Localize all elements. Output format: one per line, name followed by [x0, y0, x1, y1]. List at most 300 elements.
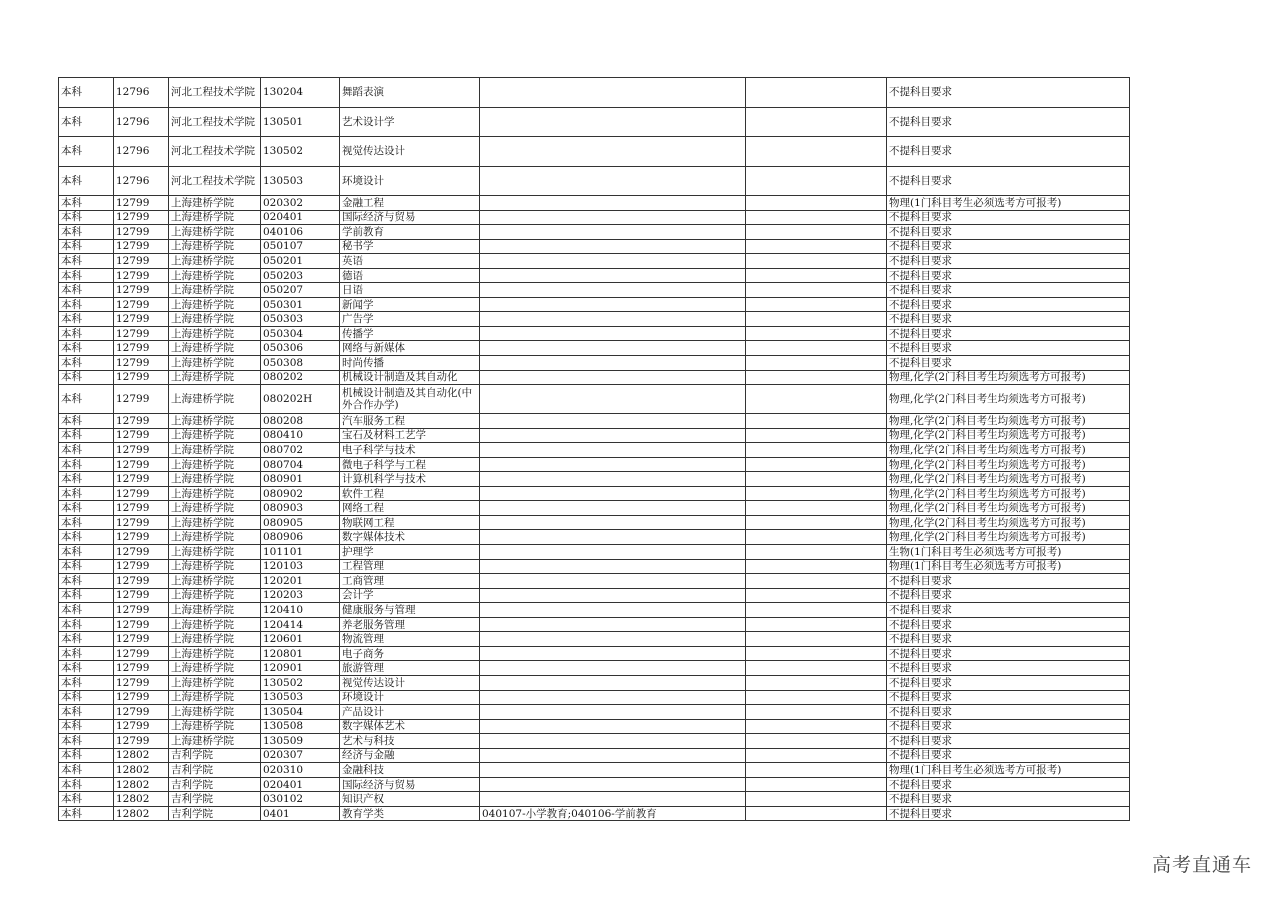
level-cell: 本科 [59, 530, 114, 545]
table-row [59, 356, 1130, 371]
school-name-cell: 上海建桥学院 [169, 545, 261, 560]
level-cell: 本科 [59, 763, 114, 778]
level-cell: 本科 [59, 225, 114, 240]
blank-cell [746, 530, 887, 545]
major-code-cell: 050207 [261, 283, 340, 298]
included-majors-cell [480, 777, 746, 792]
school-name-cell: 上海建桥学院 [169, 675, 261, 690]
school-code-cell: 12802 [114, 806, 169, 821]
school-name-cell: 上海建桥学院 [169, 646, 261, 661]
level-cell: 本科 [59, 719, 114, 734]
level-cell: 本科 [59, 603, 114, 618]
included-majors-cell [480, 414, 746, 429]
school-name-cell: 上海建桥学院 [169, 574, 261, 589]
subject-requirement-cell: 不提科目要求 [887, 690, 1130, 705]
major-code-cell: 050203 [261, 268, 340, 283]
level-cell: 本科 [59, 210, 114, 225]
subject-requirement-cell: 不提科目要求 [887, 254, 1130, 269]
table-row [59, 457, 1130, 472]
included-majors-cell [480, 719, 746, 734]
table-row [59, 326, 1130, 341]
subject-requirement-cell: 不提科目要求 [887, 675, 1130, 690]
major-code-cell: 040106 [261, 225, 340, 240]
school-code-cell: 12799 [114, 545, 169, 560]
school-code-cell: 12799 [114, 603, 169, 618]
level-cell: 本科 [59, 443, 114, 458]
table-row [59, 210, 1130, 225]
subject-requirement-cell: 不提科目要求 [887, 166, 1130, 196]
subject-requirement-cell: 不提科目要求 [887, 661, 1130, 676]
major-name-cell: 德语 [340, 268, 480, 283]
included-majors-cell [480, 78, 746, 108]
major-name-cell: 旅游管理 [340, 661, 480, 676]
major-name-cell: 健康服务与管理 [340, 603, 480, 618]
level-cell: 本科 [59, 166, 114, 196]
blank-cell [746, 78, 887, 108]
school-code-cell: 12802 [114, 792, 169, 807]
subject-requirement-cell: 物理,化学(2门科目考生均须选考方可报考) [887, 370, 1130, 385]
blank-cell [746, 734, 887, 749]
school-code-cell: 12799 [114, 385, 169, 414]
blank-cell [746, 806, 887, 821]
included-majors-cell [480, 428, 746, 443]
major-name-cell: 经济与金融 [340, 748, 480, 763]
major-code-cell: 120203 [261, 588, 340, 603]
table-row [59, 763, 1130, 778]
subject-requirement-cell: 不提科目要求 [887, 78, 1130, 108]
major-name-cell: 计算机科学与技术 [340, 472, 480, 487]
major-code-cell: 120410 [261, 603, 340, 618]
school-name-cell: 河北工程技术学院 [169, 78, 261, 108]
level-cell: 本科 [59, 515, 114, 530]
table-row [59, 107, 1130, 137]
level-cell: 本科 [59, 792, 114, 807]
table-row [59, 661, 1130, 676]
school-name-cell: 上海建桥学院 [169, 530, 261, 545]
blank-cell [746, 428, 887, 443]
blank-cell [746, 341, 887, 356]
school-name-cell: 上海建桥学院 [169, 356, 261, 371]
major-code-cell: 130502 [261, 675, 340, 690]
included-majors-cell [480, 341, 746, 356]
major-code-cell: 120601 [261, 632, 340, 647]
table-row [59, 530, 1130, 545]
blank-cell [746, 486, 887, 501]
subject-requirement-cell: 不提科目要求 [887, 632, 1130, 647]
school-name-cell: 河北工程技术学院 [169, 107, 261, 137]
table-row [59, 370, 1130, 385]
table-row [59, 515, 1130, 530]
school-name-cell: 上海建桥学院 [169, 705, 261, 720]
major-code-cell: 130508 [261, 719, 340, 734]
table-row [59, 690, 1130, 705]
level-cell: 本科 [59, 457, 114, 472]
blank-cell [746, 545, 887, 560]
school-code-cell: 12799 [114, 661, 169, 676]
school-name-cell: 上海建桥学院 [169, 719, 261, 734]
included-majors-cell [480, 603, 746, 618]
level-cell: 本科 [59, 646, 114, 661]
major-name-cell: 数字媒体技术 [340, 530, 480, 545]
major-code-cell: 050304 [261, 326, 340, 341]
subject-requirement-cell: 物理,化学(2门科目考生均须选考方可报考) [887, 428, 1130, 443]
major-code-cell: 020401 [261, 210, 340, 225]
blank-cell [746, 268, 887, 283]
subject-requirement-cell: 物理,化学(2门科目考生均须选考方可报考) [887, 385, 1130, 414]
school-code-cell: 12799 [114, 457, 169, 472]
school-code-cell: 12799 [114, 734, 169, 749]
subject-requirement-cell: 物理,化学(2门科目考生均须选考方可报考) [887, 472, 1130, 487]
major-name-cell: 机械设计制造及其自动化(中外合作办学) [340, 385, 480, 414]
included-majors-cell [480, 486, 746, 501]
major-name-cell: 新闻学 [340, 297, 480, 312]
blank-cell [746, 283, 887, 298]
admission-requirements-table [58, 77, 1130, 821]
included-majors-cell [480, 457, 746, 472]
major-code-cell: 020302 [261, 196, 340, 211]
major-name-cell: 广告学 [340, 312, 480, 327]
major-code-cell: 130204 [261, 78, 340, 108]
major-name-cell: 知识产权 [340, 792, 480, 807]
blank-cell [746, 588, 887, 603]
level-cell: 本科 [59, 414, 114, 429]
major-code-cell: 080202 [261, 370, 340, 385]
included-majors-cell [480, 107, 746, 137]
school-name-cell: 上海建桥学院 [169, 428, 261, 443]
level-cell: 本科 [59, 356, 114, 371]
blank-cell [746, 166, 887, 196]
school-code-cell: 12799 [114, 297, 169, 312]
major-name-cell: 国际经济与贸易 [340, 210, 480, 225]
subject-requirement-cell: 不提科目要求 [887, 210, 1130, 225]
major-name-cell: 电子科学与技术 [340, 443, 480, 458]
included-majors-cell [480, 443, 746, 458]
table-row [59, 719, 1130, 734]
subject-requirement-cell: 不提科目要求 [887, 617, 1130, 632]
blank-cell [746, 646, 887, 661]
school-name-cell: 上海建桥学院 [169, 239, 261, 254]
school-code-cell: 12799 [114, 632, 169, 647]
subject-requirement-cell: 不提科目要求 [887, 603, 1130, 618]
school-name-cell: 上海建桥学院 [169, 690, 261, 705]
subject-requirement-cell: 不提科目要求 [887, 268, 1130, 283]
school-name-cell: 上海建桥学院 [169, 326, 261, 341]
subject-requirement-cell: 不提科目要求 [887, 588, 1130, 603]
watermark-text: 高考直通车 [1151, 854, 1252, 876]
blank-cell [746, 675, 887, 690]
school-code-cell: 12799 [114, 370, 169, 385]
blank-cell [746, 385, 887, 414]
level-cell: 本科 [59, 326, 114, 341]
major-name-cell: 网络工程 [340, 501, 480, 516]
subject-requirement-cell: 不提科目要求 [887, 312, 1130, 327]
blank-cell [746, 501, 887, 516]
major-code-cell: 0401 [261, 806, 340, 821]
level-cell: 本科 [59, 254, 114, 269]
table-row [59, 559, 1130, 574]
level-cell: 本科 [59, 268, 114, 283]
school-code-cell: 12799 [114, 486, 169, 501]
blank-cell [746, 515, 887, 530]
blank-cell [746, 239, 887, 254]
subject-requirement-cell: 不提科目要求 [887, 646, 1130, 661]
major-name-cell: 护理学 [340, 545, 480, 560]
subject-requirement-cell: 不提科目要求 [887, 574, 1130, 589]
level-cell: 本科 [59, 137, 114, 167]
table-row [59, 588, 1130, 603]
school-code-cell: 12796 [114, 137, 169, 167]
major-name-cell: 秘书学 [340, 239, 480, 254]
major-code-cell: 120901 [261, 661, 340, 676]
included-majors-cell [480, 297, 746, 312]
blank-cell [746, 326, 887, 341]
major-name-cell: 产品设计 [340, 705, 480, 720]
major-name-cell: 传播学 [340, 326, 480, 341]
subject-requirement-cell: 不提科目要求 [887, 297, 1130, 312]
subject-requirement-cell: 不提科目要求 [887, 734, 1130, 749]
level-cell: 本科 [59, 574, 114, 589]
level-cell: 本科 [59, 239, 114, 254]
subject-requirement-cell: 不提科目要求 [887, 225, 1130, 240]
subject-requirement-cell: 物理,化学(2门科目考生均须选考方可报考) [887, 530, 1130, 545]
table-row [59, 777, 1130, 792]
major-code-cell: 050201 [261, 254, 340, 269]
major-code-cell: 080902 [261, 486, 340, 501]
included-majors-cell [480, 588, 746, 603]
included-majors-cell [480, 545, 746, 560]
blank-cell [746, 225, 887, 240]
school-name-cell: 上海建桥学院 [169, 370, 261, 385]
school-name-cell: 上海建桥学院 [169, 661, 261, 676]
table-row [59, 806, 1130, 821]
school-name-cell: 上海建桥学院 [169, 515, 261, 530]
school-code-cell: 12802 [114, 777, 169, 792]
major-code-cell: 130509 [261, 734, 340, 749]
blank-cell [746, 312, 887, 327]
level-cell: 本科 [59, 312, 114, 327]
major-name-cell: 汽车服务工程 [340, 414, 480, 429]
blank-cell [746, 705, 887, 720]
included-majors-cell [480, 675, 746, 690]
subject-requirement-cell: 不提科目要求 [887, 748, 1130, 763]
major-code-cell: 020307 [261, 748, 340, 763]
school-code-cell: 12799 [114, 443, 169, 458]
major-name-cell: 微电子科学与工程 [340, 457, 480, 472]
blank-cell [746, 574, 887, 589]
school-name-cell: 上海建桥学院 [169, 225, 261, 240]
major-name-cell: 日语 [340, 283, 480, 298]
table-row [59, 705, 1130, 720]
school-name-cell: 河北工程技术学院 [169, 137, 261, 167]
blank-cell [746, 661, 887, 676]
school-code-cell: 12799 [114, 515, 169, 530]
school-name-cell: 上海建桥学院 [169, 341, 261, 356]
included-majors-cell [480, 196, 746, 211]
level-cell: 本科 [59, 283, 114, 298]
school-name-cell: 上海建桥学院 [169, 632, 261, 647]
included-majors-cell [480, 734, 746, 749]
table-row [59, 472, 1130, 487]
major-name-cell: 网络与新媒体 [340, 341, 480, 356]
subject-requirement-cell: 物理,化学(2门科目考生均须选考方可报考) [887, 443, 1130, 458]
level-cell: 本科 [59, 486, 114, 501]
blank-cell [746, 414, 887, 429]
school-code-cell: 12802 [114, 748, 169, 763]
blank-cell [746, 210, 887, 225]
blank-cell [746, 617, 887, 632]
subject-requirement-cell: 物理,化学(2门科目考生均须选考方可报考) [887, 486, 1130, 501]
table-row [59, 137, 1130, 167]
school-name-cell: 上海建桥学院 [169, 443, 261, 458]
included-majors-cell [480, 705, 746, 720]
table-row [59, 646, 1130, 661]
school-code-cell: 12799 [114, 472, 169, 487]
major-name-cell: 舞蹈表演 [340, 78, 480, 108]
blank-cell [746, 137, 887, 167]
school-code-cell: 12799 [114, 283, 169, 298]
blank-cell [746, 792, 887, 807]
included-majors-cell [480, 661, 746, 676]
subject-requirement-cell: 不提科目要求 [887, 326, 1130, 341]
school-code-cell: 12799 [114, 588, 169, 603]
school-code-cell: 12799 [114, 705, 169, 720]
table-row [59, 574, 1130, 589]
level-cell: 本科 [59, 107, 114, 137]
table-row [59, 254, 1130, 269]
level-cell: 本科 [59, 559, 114, 574]
included-majors-cell [480, 268, 746, 283]
blank-cell [746, 719, 887, 734]
level-cell: 本科 [59, 632, 114, 647]
table-row [59, 78, 1130, 108]
major-code-cell: 020310 [261, 763, 340, 778]
major-name-cell: 工程管理 [340, 559, 480, 574]
blank-cell [746, 254, 887, 269]
subject-requirement-cell: 不提科目要求 [887, 341, 1130, 356]
blank-cell [746, 107, 887, 137]
included-majors-cell [480, 646, 746, 661]
blank-cell [746, 443, 887, 458]
school-name-cell: 吉利学院 [169, 777, 261, 792]
included-majors-cell [480, 690, 746, 705]
table-row [59, 268, 1130, 283]
subject-requirement-cell: 物理,化学(2门科目考生均须选考方可报考) [887, 414, 1130, 429]
blank-cell [746, 356, 887, 371]
blank-cell [746, 457, 887, 472]
major-name-cell: 工商管理 [340, 574, 480, 589]
school-code-cell: 12799 [114, 268, 169, 283]
included-majors-cell [480, 254, 746, 269]
school-code-cell: 12799 [114, 501, 169, 516]
major-code-cell: 130503 [261, 690, 340, 705]
school-code-cell: 12799 [114, 646, 169, 661]
major-name-cell: 教育学类 [340, 806, 480, 821]
major-name-cell: 视觉传达设计 [340, 137, 480, 167]
school-code-cell: 12799 [114, 675, 169, 690]
major-code-cell: 050303 [261, 312, 340, 327]
school-code-cell: 12799 [114, 428, 169, 443]
school-name-cell: 上海建桥学院 [169, 617, 261, 632]
school-code-cell: 12799 [114, 210, 169, 225]
subject-requirement-cell: 物理(1门科目考生必须选考方可报考) [887, 763, 1130, 778]
included-majors-cell [480, 137, 746, 167]
level-cell: 本科 [59, 472, 114, 487]
table-row [59, 414, 1130, 429]
school-code-cell: 12799 [114, 341, 169, 356]
included-majors-cell [480, 530, 746, 545]
school-code-cell: 12799 [114, 356, 169, 371]
school-name-cell: 上海建桥学院 [169, 254, 261, 269]
school-name-cell: 上海建桥学院 [169, 210, 261, 225]
included-majors-cell [480, 792, 746, 807]
school-code-cell: 12802 [114, 763, 169, 778]
level-cell: 本科 [59, 297, 114, 312]
level-cell: 本科 [59, 705, 114, 720]
table-row [59, 428, 1130, 443]
major-code-cell: 120103 [261, 559, 340, 574]
major-code-cell: 130501 [261, 107, 340, 137]
major-code-cell: 080702 [261, 443, 340, 458]
level-cell: 本科 [59, 675, 114, 690]
major-code-cell: 130503 [261, 166, 340, 196]
major-name-cell: 数字媒体艺术 [340, 719, 480, 734]
subject-requirement-cell: 物理,化学(2门科目考生均须选考方可报考) [887, 515, 1130, 530]
subject-requirement-cell: 不提科目要求 [887, 107, 1130, 137]
included-majors-cell [480, 501, 746, 516]
subject-requirement-cell: 不提科目要求 [887, 356, 1130, 371]
included-majors-cell [480, 283, 746, 298]
subject-requirement-cell: 生物(1门科目考生必须选考方可报考) [887, 545, 1130, 560]
major-code-cell: 050308 [261, 356, 340, 371]
subject-requirement-cell: 不提科目要求 [887, 792, 1130, 807]
school-name-cell: 上海建桥学院 [169, 588, 261, 603]
school-code-cell: 12796 [114, 107, 169, 137]
level-cell: 本科 [59, 588, 114, 603]
blank-cell [746, 748, 887, 763]
major-name-cell: 养老服务管理 [340, 617, 480, 632]
level-cell: 本科 [59, 734, 114, 749]
included-majors-cell: 040107-小学教育;040106-学前教育 [480, 806, 746, 821]
major-name-cell: 物联网工程 [340, 515, 480, 530]
major-code-cell: 050306 [261, 341, 340, 356]
school-code-cell: 12799 [114, 225, 169, 240]
major-code-cell: 080704 [261, 457, 340, 472]
table-row [59, 545, 1130, 560]
major-code-cell: 030102 [261, 792, 340, 807]
school-name-cell: 上海建桥学院 [169, 472, 261, 487]
major-code-cell: 080202H [261, 385, 340, 414]
level-cell: 本科 [59, 777, 114, 792]
subject-requirement-cell: 不提科目要求 [887, 137, 1130, 167]
subject-requirement-cell: 物理(1门科目考生必须选考方可报考) [887, 559, 1130, 574]
school-code-cell: 12796 [114, 78, 169, 108]
school-code-cell: 12799 [114, 239, 169, 254]
school-name-cell: 上海建桥学院 [169, 559, 261, 574]
level-cell: 本科 [59, 617, 114, 632]
included-majors-cell [480, 239, 746, 254]
subject-requirement-cell: 不提科目要求 [887, 777, 1130, 792]
subject-requirement-cell: 物理,化学(2门科目考生均须选考方可报考) [887, 457, 1130, 472]
major-name-cell: 电子商务 [340, 646, 480, 661]
table-row [59, 734, 1130, 749]
table-row [59, 341, 1130, 356]
school-name-cell: 吉利学院 [169, 806, 261, 821]
major-code-cell: 080903 [261, 501, 340, 516]
school-code-cell: 12799 [114, 530, 169, 545]
school-name-cell: 吉利学院 [169, 748, 261, 763]
subject-requirement-cell: 不提科目要求 [887, 705, 1130, 720]
school-name-cell: 吉利学院 [169, 792, 261, 807]
